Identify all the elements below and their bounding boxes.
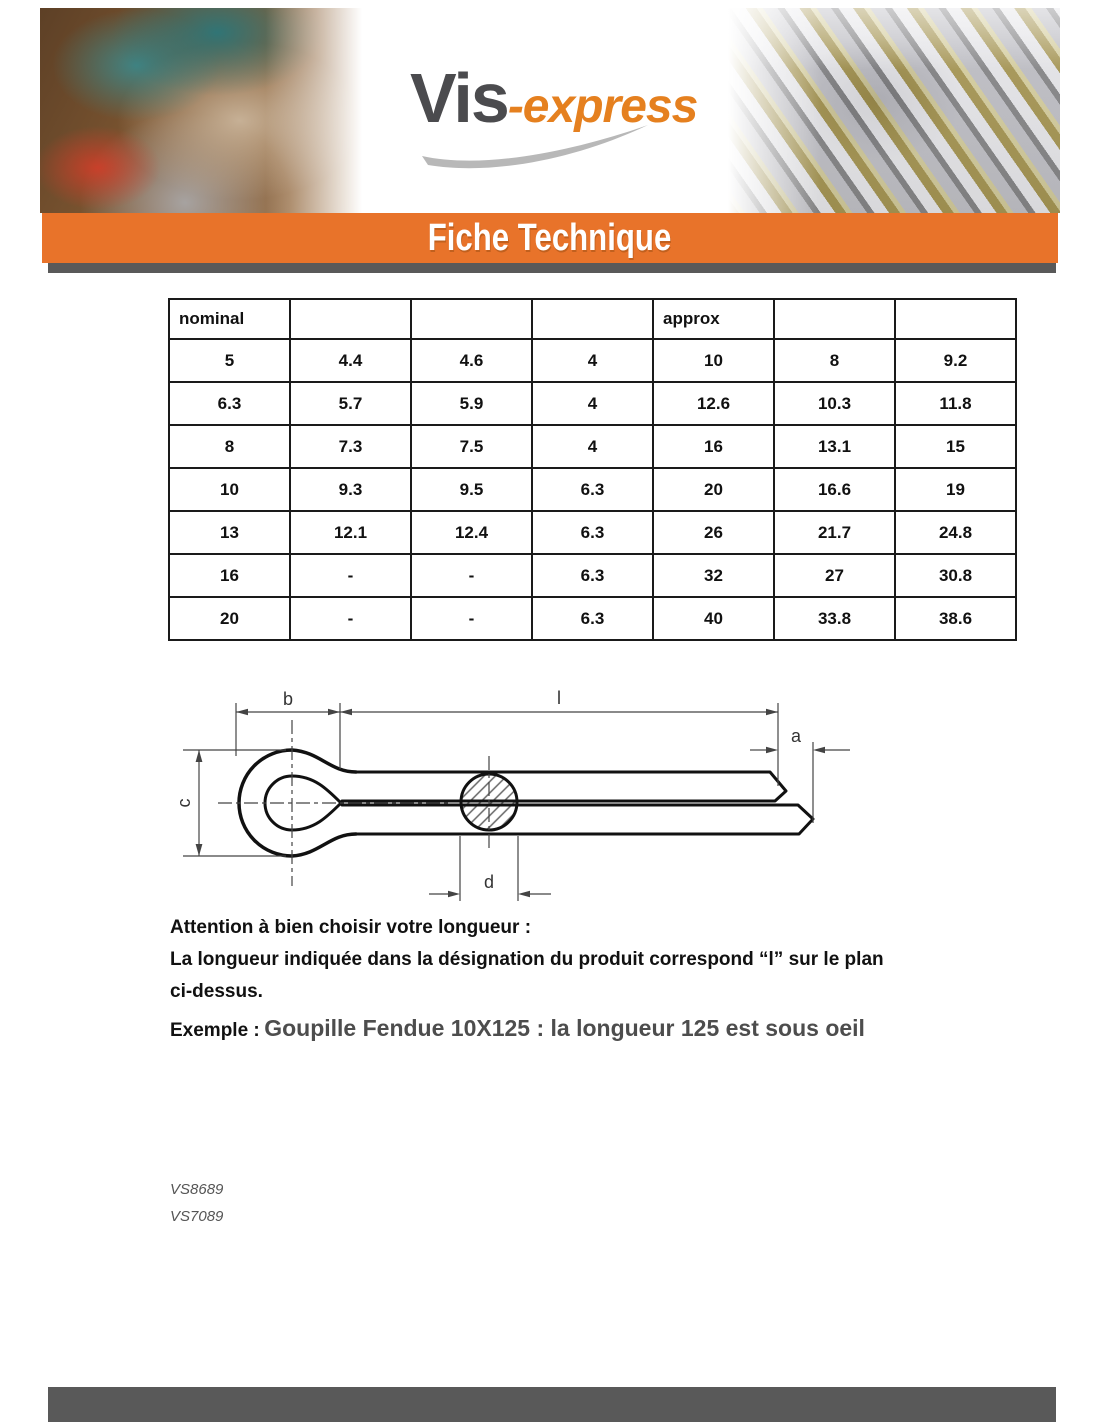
- table-cell: 21.7: [774, 511, 895, 554]
- table-header-cell: approx: [653, 299, 774, 339]
- example-text: Goupille Fendue 10X125 : la longueur 125 est sous oeil: [264, 1015, 865, 1041]
- table-header-cell: [290, 299, 411, 339]
- table-cell: 5.9: [411, 382, 532, 425]
- label-b: b: [282, 690, 294, 709]
- example-label: Exemple :: [170, 1020, 260, 1041]
- table-cell: 9.3: [290, 468, 411, 511]
- table-cell: 6.3: [532, 597, 653, 640]
- cotter-pin-technical-drawing: [150, 690, 850, 905]
- table-cell: 20: [169, 597, 290, 640]
- table-cell: 30.8: [895, 554, 1016, 597]
- table-header-cell: [411, 299, 532, 339]
- banner-underline: [48, 263, 1056, 273]
- reference-code: VS7089: [170, 1208, 224, 1225]
- table-cell: 10.3: [774, 382, 895, 425]
- table-body: [169, 339, 1016, 640]
- example-line: [170, 1011, 970, 1049]
- table-cell: 16.6: [774, 468, 895, 511]
- table-header-cell: [895, 299, 1016, 339]
- reference-code: VS8689: [170, 1181, 224, 1198]
- table-row: [169, 425, 1016, 468]
- table-cell: 10: [169, 468, 290, 511]
- label-l: l: [557, 690, 561, 708]
- table-header-row: [169, 299, 1016, 339]
- table-row: [169, 468, 1016, 511]
- table-cell: 20: [653, 468, 774, 511]
- table-cell: -: [290, 554, 411, 597]
- table-cell: 27: [774, 554, 895, 597]
- product-references: [170, 1176, 223, 1230]
- note-line-3: ci-dessus.: [170, 981, 263, 1002]
- screws-photo: [728, 8, 1060, 213]
- table-cell: 16: [169, 554, 290, 597]
- table-row: [169, 339, 1016, 382]
- table-header-cell: [532, 299, 653, 339]
- note-line-2: La longueur indiquée dans la désignation du produit correspond “l” sur le plan: [170, 949, 884, 970]
- banner-title: Fiche Technique: [428, 216, 672, 259]
- table-cell: 8: [169, 425, 290, 468]
- table-cell: 12.4: [411, 511, 532, 554]
- banner: [42, 213, 1058, 263]
- logo-text-express: -express: [507, 80, 698, 133]
- table-cell: -: [411, 554, 532, 597]
- table-cell: 24.8: [895, 511, 1016, 554]
- table-cell: 9.2: [895, 339, 1016, 382]
- table-cell: 5.7: [290, 382, 411, 425]
- table-cell: -: [411, 597, 532, 640]
- table-cell: 6.3: [532, 554, 653, 597]
- table-cell: 13: [169, 511, 290, 554]
- table-cell: 33.8: [774, 597, 895, 640]
- table-cell: 12.6: [653, 382, 774, 425]
- table-cell: 38.6: [895, 597, 1016, 640]
- table-row: [169, 597, 1016, 640]
- note-line-1: Attention à bien choisir votre longueur :: [170, 917, 532, 938]
- table-cell: 19: [895, 468, 1016, 511]
- table-header-cell: nominal: [169, 299, 290, 339]
- table-cell: 4: [532, 339, 653, 382]
- label-d: d: [483, 872, 495, 892]
- table-cell: 12.1: [290, 511, 411, 554]
- table-cell: 6.3: [169, 382, 290, 425]
- table-cell: 16: [653, 425, 774, 468]
- table-cell: 32: [653, 554, 774, 597]
- label-c: c: [174, 798, 194, 808]
- table-row: [169, 382, 1016, 425]
- label-a: a: [790, 726, 802, 746]
- table-cell: 7.5: [411, 425, 532, 468]
- table-row: [169, 511, 1016, 554]
- centerlines: [218, 720, 489, 886]
- notes-block: [170, 912, 970, 1049]
- footer-bar: [48, 1387, 1056, 1422]
- table-cell: 6.3: [532, 511, 653, 554]
- table-row: [169, 554, 1016, 597]
- dimensions-table: [168, 298, 1017, 641]
- table-cell: 15: [895, 425, 1016, 468]
- table-cell: 13.1: [774, 425, 895, 468]
- table-cell: 10: [653, 339, 774, 382]
- table-cell: 7.3: [290, 425, 411, 468]
- workbench-photo: [40, 8, 362, 213]
- table-cell: 4.6: [411, 339, 532, 382]
- table-cell: 40: [653, 597, 774, 640]
- table-cell: 26: [653, 511, 774, 554]
- table-cell: 6.3: [532, 468, 653, 511]
- table-cell: 8: [774, 339, 895, 382]
- table-cell: 11.8: [895, 382, 1016, 425]
- table-cell: 5: [169, 339, 290, 382]
- table-cell: -: [290, 597, 411, 640]
- logo-text-vis: Vis: [410, 59, 508, 137]
- logo-swoosh-icon: [416, 120, 656, 172]
- table-cell: 4.4: [290, 339, 411, 382]
- table-cell: 4: [532, 425, 653, 468]
- table-cell: 4: [532, 382, 653, 425]
- table-header-cell: [774, 299, 895, 339]
- table-cell: 9.5: [411, 468, 532, 511]
